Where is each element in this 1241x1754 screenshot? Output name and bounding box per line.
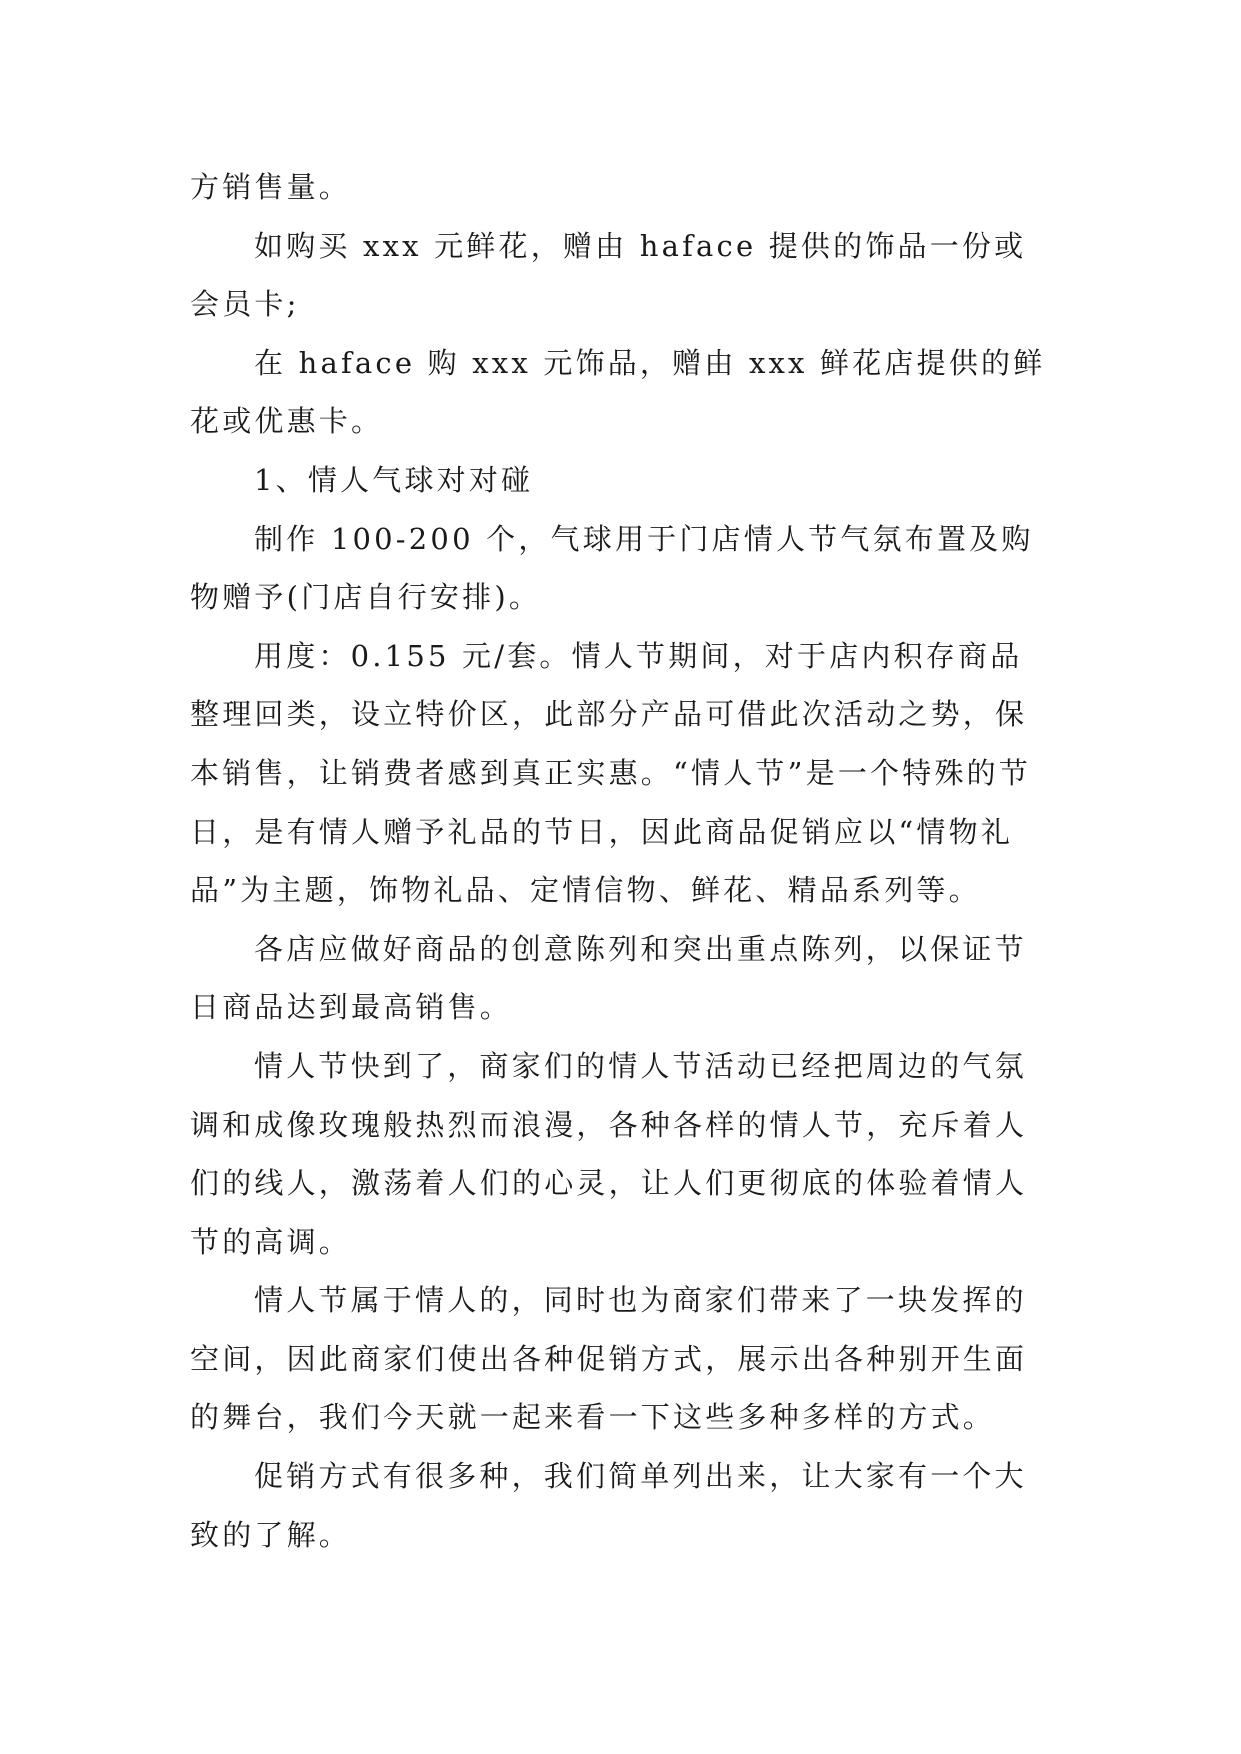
paragraph-4: 1、情人气球对对碰 — [254, 462, 534, 497]
paragraph-10: 促销方式有很多种，我们简单列出来，让大家有一个大致的了解。 — [190, 1459, 1027, 1552]
paragraph-2: 如购买 xxx 元鲜花，赠由 haface 提供的饰品一份或会员卡; — [190, 228, 1027, 322]
paragraph-7: 各店应做好商品的创意陈列和突出重点陈列，以保证节日商品达到最高销售。 — [190, 931, 1027, 1025]
paragraph-8: 情人节快到了，商家们的情人节活动已经把周边的气氛调和成像玫瑰般热烈而浪漫，各种各样的情人节，充斥着人们的线人，激荡着人们的心灵，让人们更彻底的体验着情人节的高调。 — [190, 1048, 1028, 1259]
paragraph-1: 方销售量。 — [190, 170, 352, 204]
paragraph-5: 制作 100-200 个，气球用于门店情人节气氛布置及购物赠予(门店自行安排)。 — [190, 521, 1034, 615]
paragraph-3: 在 haface 购 xxx 元饰品，赠由 xxx 鲜花店提供的鲜花或优惠卡。 — [190, 345, 1046, 439]
document-body — [190, 158, 1052, 1564]
paragraph-6: 用度：0.155 元/套。情人节期间，对于店内积存商品整理回类，设立特价区，此部分产品可借此次活动之势，保本销售，让销费者感到真正实惠。“情人节”是一个特殊的节日，是有情人赠予礼品的节日，因此商品促销应以“情物礼品”为主题，饰物礼品、定情信物、鲜花、精品系列等。 — [190, 638, 1032, 908]
paragraph-9: 情人节属于情人的，同时也为商家们带来了一块发挥的空间，因此商家们使出各种促销方式，展示出各种别开生面的舞台，我们今天就一起来看一下这些多种多样的方式。 — [190, 1283, 1028, 1435]
